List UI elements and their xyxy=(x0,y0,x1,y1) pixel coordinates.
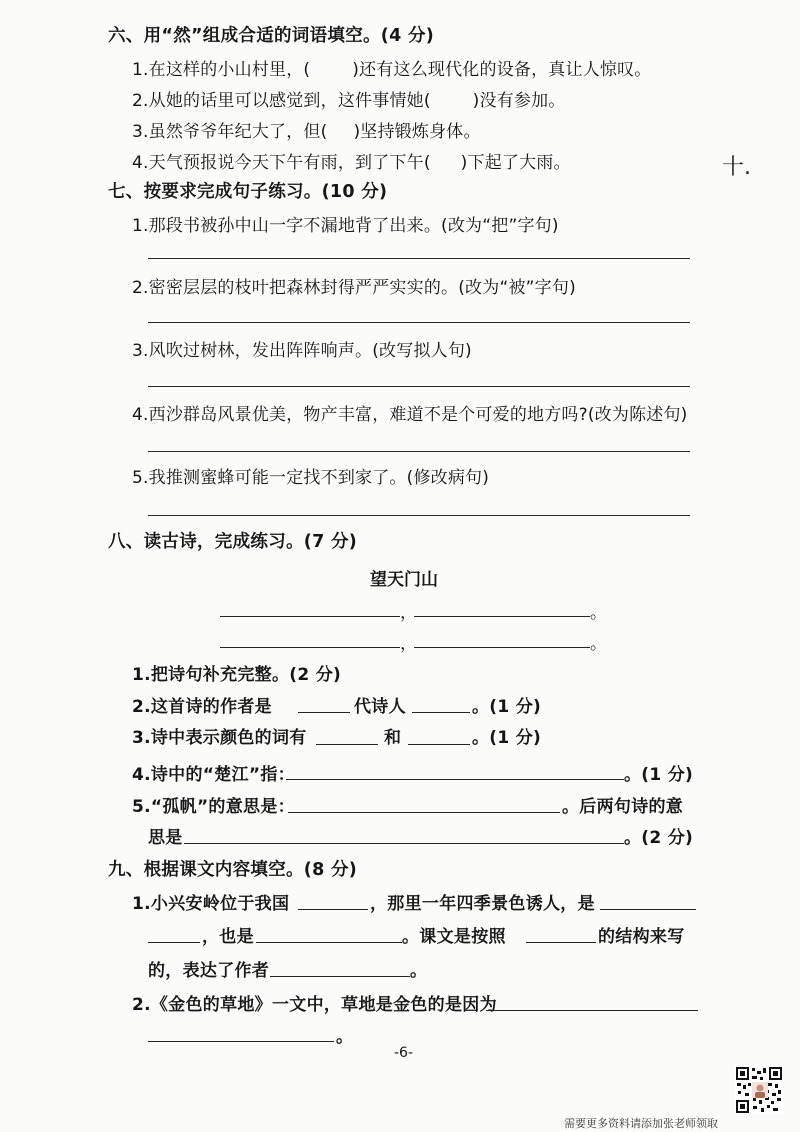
s9-q1-blank-2[interactable] xyxy=(600,909,696,910)
s8-q2-text-a: 2.这首诗的作者是 xyxy=(132,697,272,717)
poem-comma-2: ， xyxy=(400,634,418,654)
s8-q5-text-b: 。后两句诗的意 xyxy=(562,797,684,817)
poem-line-1a[interactable] xyxy=(220,616,400,617)
s8-q5-blank-2[interactable] xyxy=(184,843,624,844)
s7-answer-line-1[interactable] xyxy=(148,258,690,259)
s7-question-2: 2.密密层层的枝叶把森林封得严严实实的。(改为“被”字句) xyxy=(132,278,576,298)
s9-q1-text-f: 的，表达了作者 xyxy=(148,961,270,981)
poem-period-2: 。 xyxy=(590,634,608,654)
margin-mark: 十. xyxy=(722,155,751,180)
s7-answer-line-3[interactable] xyxy=(148,386,690,387)
s9-q1-blank-5[interactable] xyxy=(526,942,596,943)
s6-q1-text-before: 1.在这样的小山村里，( xyxy=(132,60,311,80)
s8-q4-text-a: 4.诗中的“楚江”指： xyxy=(132,765,295,785)
s7-question-5: 5.我推测蜜蜂可能一定找不到家了。(修改病句) xyxy=(132,468,490,488)
s9-q1-text-a: 1.小兴安岭位于我国 xyxy=(132,894,290,914)
s7-answer-line-5[interactable] xyxy=(148,515,690,516)
section7-title: 七、按要求完成句子练习。(10 分) xyxy=(108,182,388,202)
s8-q2-text-b: 代诗人 xyxy=(354,697,406,717)
s8-q2-text-c: 。(1 分) xyxy=(472,697,542,717)
s8-q3-blank-1[interactable] xyxy=(316,744,378,745)
s7-question-3: 3.风吹过树林，发出阵阵响声。(改写拟人句) xyxy=(132,341,472,361)
s9-q1-text-c: ，也是 xyxy=(202,927,254,947)
poem-title: 望天门山 xyxy=(370,570,438,590)
s8-q2-blank-1[interactable] xyxy=(298,712,350,713)
s6-q1-text-after: )还有这么现代化的设备，真让人惊叹。 xyxy=(352,60,652,80)
section6-title: 六、用“然”组成合适的词语填空。(4 分) xyxy=(108,26,435,46)
page-number: -6- xyxy=(394,1045,414,1061)
s8-question-1: 1.把诗句补充完整。(2 分) xyxy=(132,665,342,685)
s8-q3-text-c: 。(1 分) xyxy=(472,728,542,748)
poem-period-1: 。 xyxy=(590,603,608,623)
poem-line-1b[interactable] xyxy=(414,616,590,617)
s6-q2-text-before: 2.从她的话里可以感觉到，这件事情她( xyxy=(132,91,431,111)
s9-q1-text-b: ，那里一年四季景色诱人，是 xyxy=(370,894,595,914)
s8-q4-blank[interactable] xyxy=(286,779,624,780)
s6-question-3 xyxy=(132,117,481,142)
s8-q5-text-d: 。(2 分) xyxy=(624,828,694,848)
s9-q1-blank-6[interactable] xyxy=(270,976,410,977)
s6-question-2 xyxy=(132,86,566,111)
s6-q2-text-after: )没有参加。 xyxy=(472,91,566,111)
s7-answer-line-2[interactable] xyxy=(148,322,690,323)
s7-question-4: 4.西沙群岛风景优美，物产丰富，难道不是个可爱的地方吗?(改为陈述句) xyxy=(132,405,688,425)
s9-q2-blank-2[interactable] xyxy=(148,1041,334,1042)
s8-q5-text-a: 5.“孤帆”的意思是： xyxy=(132,797,295,817)
s9-q1-blank-4[interactable] xyxy=(256,942,402,943)
s9-q2-text-a: 2.《金色的草地》一文中，草地是金色的是因为 xyxy=(132,995,497,1015)
s9-q1-text-e: 的结构来写 xyxy=(598,927,685,947)
s9-q1-blank-1[interactable] xyxy=(298,909,368,910)
poem-line-2a[interactable] xyxy=(220,647,400,648)
s7-answer-line-4[interactable] xyxy=(148,451,690,452)
poem-line-2b[interactable] xyxy=(414,647,590,648)
s8-q4-text-b: 。(1 分) xyxy=(624,765,694,785)
s9-q2-blank-1[interactable] xyxy=(486,1010,698,1011)
s6-question-4 xyxy=(132,148,571,173)
s8-q3-text-b: 和 xyxy=(384,728,402,748)
section8-title: 八、读古诗，完成练习。(7 分) xyxy=(108,532,358,552)
s8-q3-blank-2[interactable] xyxy=(408,744,470,745)
footer-text: 需要更多资料请添加张老师领取 xyxy=(564,1117,718,1130)
s9-q1-text-g: 。 xyxy=(410,961,428,981)
s7-question-1: 1.那段书被孙中山一字不漏地背了出来。(改为“把”字句) xyxy=(132,216,559,236)
qr-avatar-icon xyxy=(752,1082,768,1098)
s6-question-1 xyxy=(132,55,652,80)
s8-q3-text-a: 3.诗中表示颜色的词有 xyxy=(132,728,307,748)
s6-q4-text-before: 4.天气预报说今天下午有雨，到了下午( xyxy=(132,153,431,173)
s9-q1-text-d: 。课文是按照 xyxy=(402,927,506,947)
s8-q5-blank-1[interactable] xyxy=(288,812,560,813)
s6-q3-text-after: )坚持锻炼身体。 xyxy=(353,122,481,142)
s8-q5-text-c: 思是 xyxy=(148,828,183,848)
s6-q3-text-before: 3.虽然爷爷年纪大了，但( xyxy=(132,122,328,142)
section9-title: 九、根据课文内容填空。(8 分) xyxy=(108,860,358,880)
s9-q2-text-b: 。 xyxy=(336,1027,354,1047)
poem-comma-1: ， xyxy=(400,603,418,623)
s6-q4-text-after: )下起了大雨。 xyxy=(460,153,571,173)
s9-q1-blank-3[interactable] xyxy=(148,942,200,943)
s8-q2-blank-2[interactable] xyxy=(412,712,470,713)
